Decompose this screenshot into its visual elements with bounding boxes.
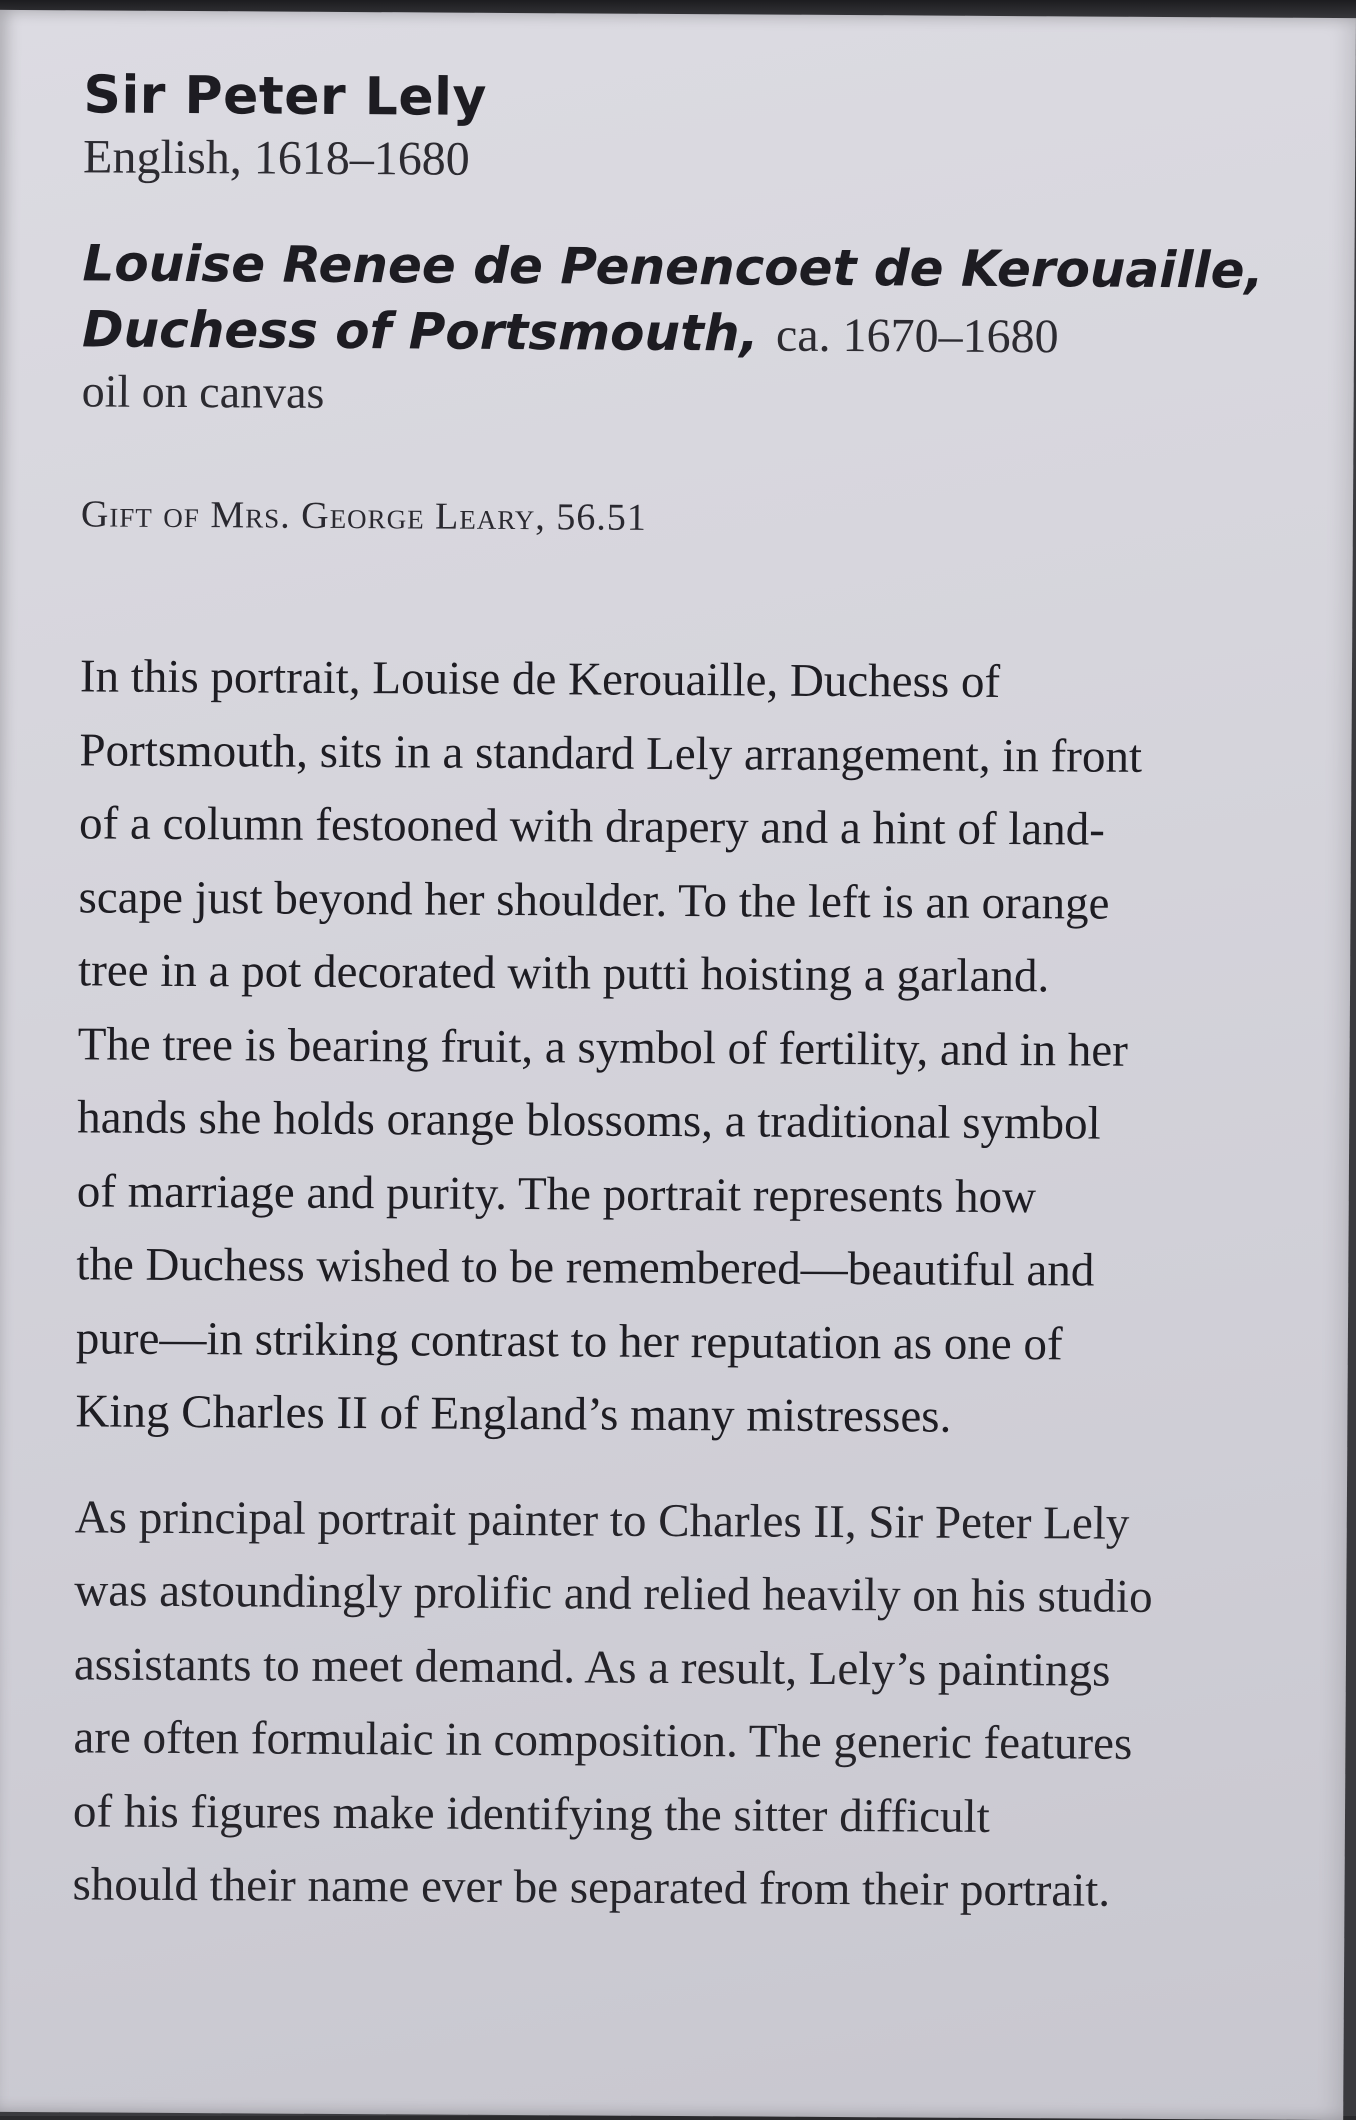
artwork-title-line-2-text: Duchess of Portsmouth,: [81, 300, 759, 363]
artwork-title-line-1: Louise Renee de Penencoet de Kerouaille,: [82, 234, 1264, 300]
artwork-title: [82, 230, 1303, 371]
artwork-title-line-2: [82, 296, 1302, 371]
paragraph-line: hands she holds orange blossoms, a traditional symbol: [77, 1091, 1101, 1150]
paragraph-line: assistants to meet demand. As a result, Lely’s paintings: [73, 1637, 1111, 1697]
paragraph-line: the Duchess wished to be remembered—beautiful and: [76, 1238, 1095, 1297]
description-paragraph-2: [72, 1481, 1305, 1930]
artist-name: Sir Peter Lely: [83, 65, 488, 128]
paragraph-line: are often formulaic in composition. The generic features: [73, 1711, 1133, 1770]
paragraph-line: of his figures make identifying the sitter difficult: [72, 1784, 990, 1843]
artwork-date: ca. 1670–1680: [775, 308, 1059, 364]
artwork-title-block: [82, 230, 1313, 426]
paragraph-line: should their name ever be separated from their portrait.: [72, 1858, 1111, 1917]
paragraph-line: of a column festooned with drapery and a hint of land-: [78, 797, 1106, 856]
paragraph-line: King Charles II of England’s many mistresses.: [75, 1385, 952, 1443]
placard-content: [72, 64, 1313, 1929]
paragraph-line: In this portrait, Louise de Kerouaille, Duchess of: [79, 650, 1001, 708]
paragraph-line: was astoundingly prolific and relied heavily on his studio: [74, 1564, 1153, 1623]
credit-line: Gift of Mrs. George Leary, 56.51: [80, 493, 647, 539]
paragraph-line: The tree is bearing fruit, a symbol of fertility, and in her: [77, 1017, 1129, 1077]
artwork-medium: oil on canvas: [81, 365, 325, 418]
paragraph-line: tree in a pot decorated with putti hoisting a garland.: [77, 944, 1050, 1003]
paragraph-line: As principal portrait painter to Charles II, Sir Peter Lely: [74, 1490, 1130, 1550]
paragraph-line: pure—in striking contrast to her reputation as one of: [75, 1311, 1063, 1370]
paragraph-line: scape just beyond her shoulder. To the left is an orange: [78, 870, 1110, 930]
paragraph-line: Portsmouth, sits in a standard Lely arrangement, in front: [79, 723, 1143, 783]
description: [72, 640, 1310, 1929]
description-paragraph-1: [75, 640, 1310, 1456]
museum-placard: [0, 10, 1356, 2120]
paragraph-line: of marriage and purity. The portrait represents how: [76, 1164, 1037, 1223]
artist-nationality-dates: English, 1618–1680: [82, 130, 470, 186]
